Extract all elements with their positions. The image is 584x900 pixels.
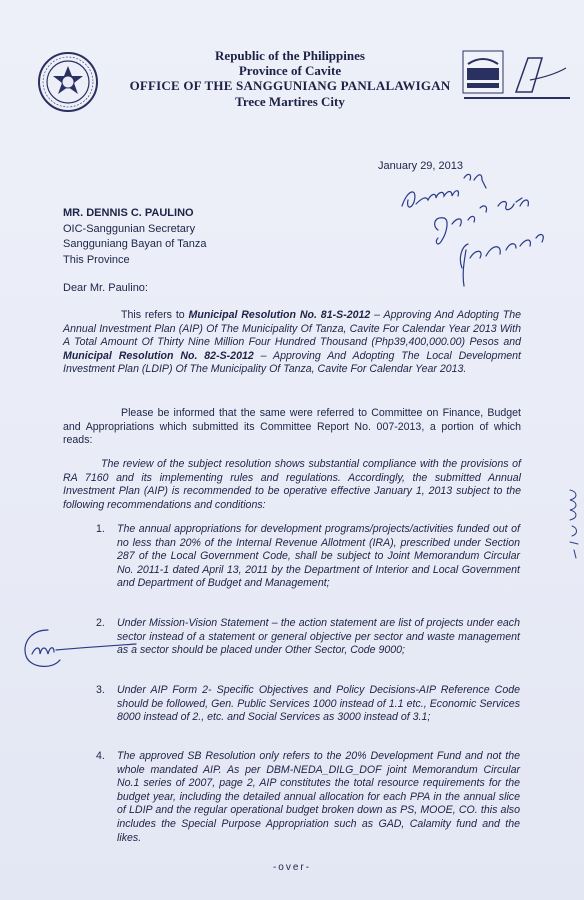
handwritten-initials-mark [18, 624, 138, 674]
letterhead-office: OFFICE OF THE SANGGUNIANG PANLALAWIGAN [129, 78, 451, 93]
margin-handwriting [566, 480, 582, 560]
condition-text: Under Mission-Vision Statement – the action statement are list of projects under each sector instead of a statement or general objective per sector and waste management as a sector should be placed under Other Sector, Code 9000; [117, 617, 520, 657]
para1-text-c: – Approving And Adopting The Annual Investment Plan (AIP) Of The Municipality Of Tanza, Cavite For Calendar Year 2013 With A Total Amount Of Thirty Nine Million Four Hundred Thousand (Php39,400,000.00) Pesos and [63, 309, 521, 349]
paragraph-committee-referral: Please be informed that the same were referred to Committee on Finance, Budget and Appropriations which submitted its Committee Report No. 007-2013, a portion of which reads: [63, 407, 521, 447]
recipient-province: This Province [63, 253, 130, 266]
recipient-office: Sangguniang Bayan of Tanza [63, 238, 207, 250]
paragraph-reference [63, 309, 521, 377]
recipient-title: OIC-Sanggunian Secretary [63, 222, 196, 235]
condition-text: Under AIP Form 2- Specific Objectives and Policy Decisions-AIP Reference Code should be followed, Gen. Public Services 1000 instead of 1.1 etc., Economic Services 8000 instead of 2., etc. and Social Services as 3000 instead of 3.1; [117, 684, 520, 724]
salutation: Dear Mr. Paulino: [63, 282, 148, 294]
recipient-address [63, 206, 207, 268]
letterhead-city: Trece Martires City [235, 94, 345, 109]
resolution-82-reference: Municipal Resolution No. 82-S-2012 [63, 349, 254, 362]
condition-number: 4. [96, 750, 105, 762]
condition-text: The annual appropriations for development programs/projects/activities funded out of no less than 20% of the Internal Revenue Allotment (IRA), prescribed under Section 287 of the Local Government Code, shall be subject to Joint Memorandum Circular No. 2011-1 dated April 13, 2011 by the Department of Interior and Local Government and Department of Budget and Management; [117, 523, 520, 590]
condition-text: The approved SB Resolution only refers to the 20% Development Fund and not the whole mandated AIP. As per DBM-NEDA_DILG_DOF joint Memorandum Circular No.1 series of 2007, page 2, AIP constitutes the total resource requirements for the budget year, including the detailed annual allocation for each PPA in the annual slice of LDIP and the regular operational budget broken down as PS, MOOE, CO. this also includes the Special Purpose Appropriation such as GAD, Calamity fund and the likes. [117, 750, 520, 844]
paragraph-committee-report-quote: The review of the subject resolution shows substantial compliance with the provisions of RA 7160 and its implementing rules and regulations. Accordingly, the submitted Annual Investment Plan (AIP) is recommended to be operative effective January 1, 2013 subject to the following recommendations and conditions: [63, 458, 521, 511]
condition-number: 1. [96, 523, 105, 535]
page-continuation-footer: -over- [272, 862, 312, 873]
letterhead [110, 48, 470, 109]
para1-text-e: – Approving And Adopting The Local Development Investment Plan (LDIP) Of The Municipality Of Tanza, Cavite For Calendar Year 2013. [63, 349, 521, 376]
recipient-name: MR. DENNIS C. PAULINO [63, 207, 194, 219]
letterhead-province: Province of Cavite [238, 63, 342, 78]
condition-number: 2. [96, 617, 105, 629]
certification-logo-icon [462, 50, 572, 102]
resolution-81-reference: Municipal Resolution No. 81-S-2012 [188, 309, 371, 321]
certification-logos [462, 50, 572, 100]
condition-number: 3. [96, 684, 105, 696]
letter-date: January 29, 2013 [378, 160, 464, 172]
para1-text-a: This refers to [121, 309, 189, 321]
letterhead-republic: Republic of the Philippines [215, 48, 365, 63]
received-handwriting-stamp [398, 158, 578, 288]
provincial-seal-logo [38, 52, 98, 112]
